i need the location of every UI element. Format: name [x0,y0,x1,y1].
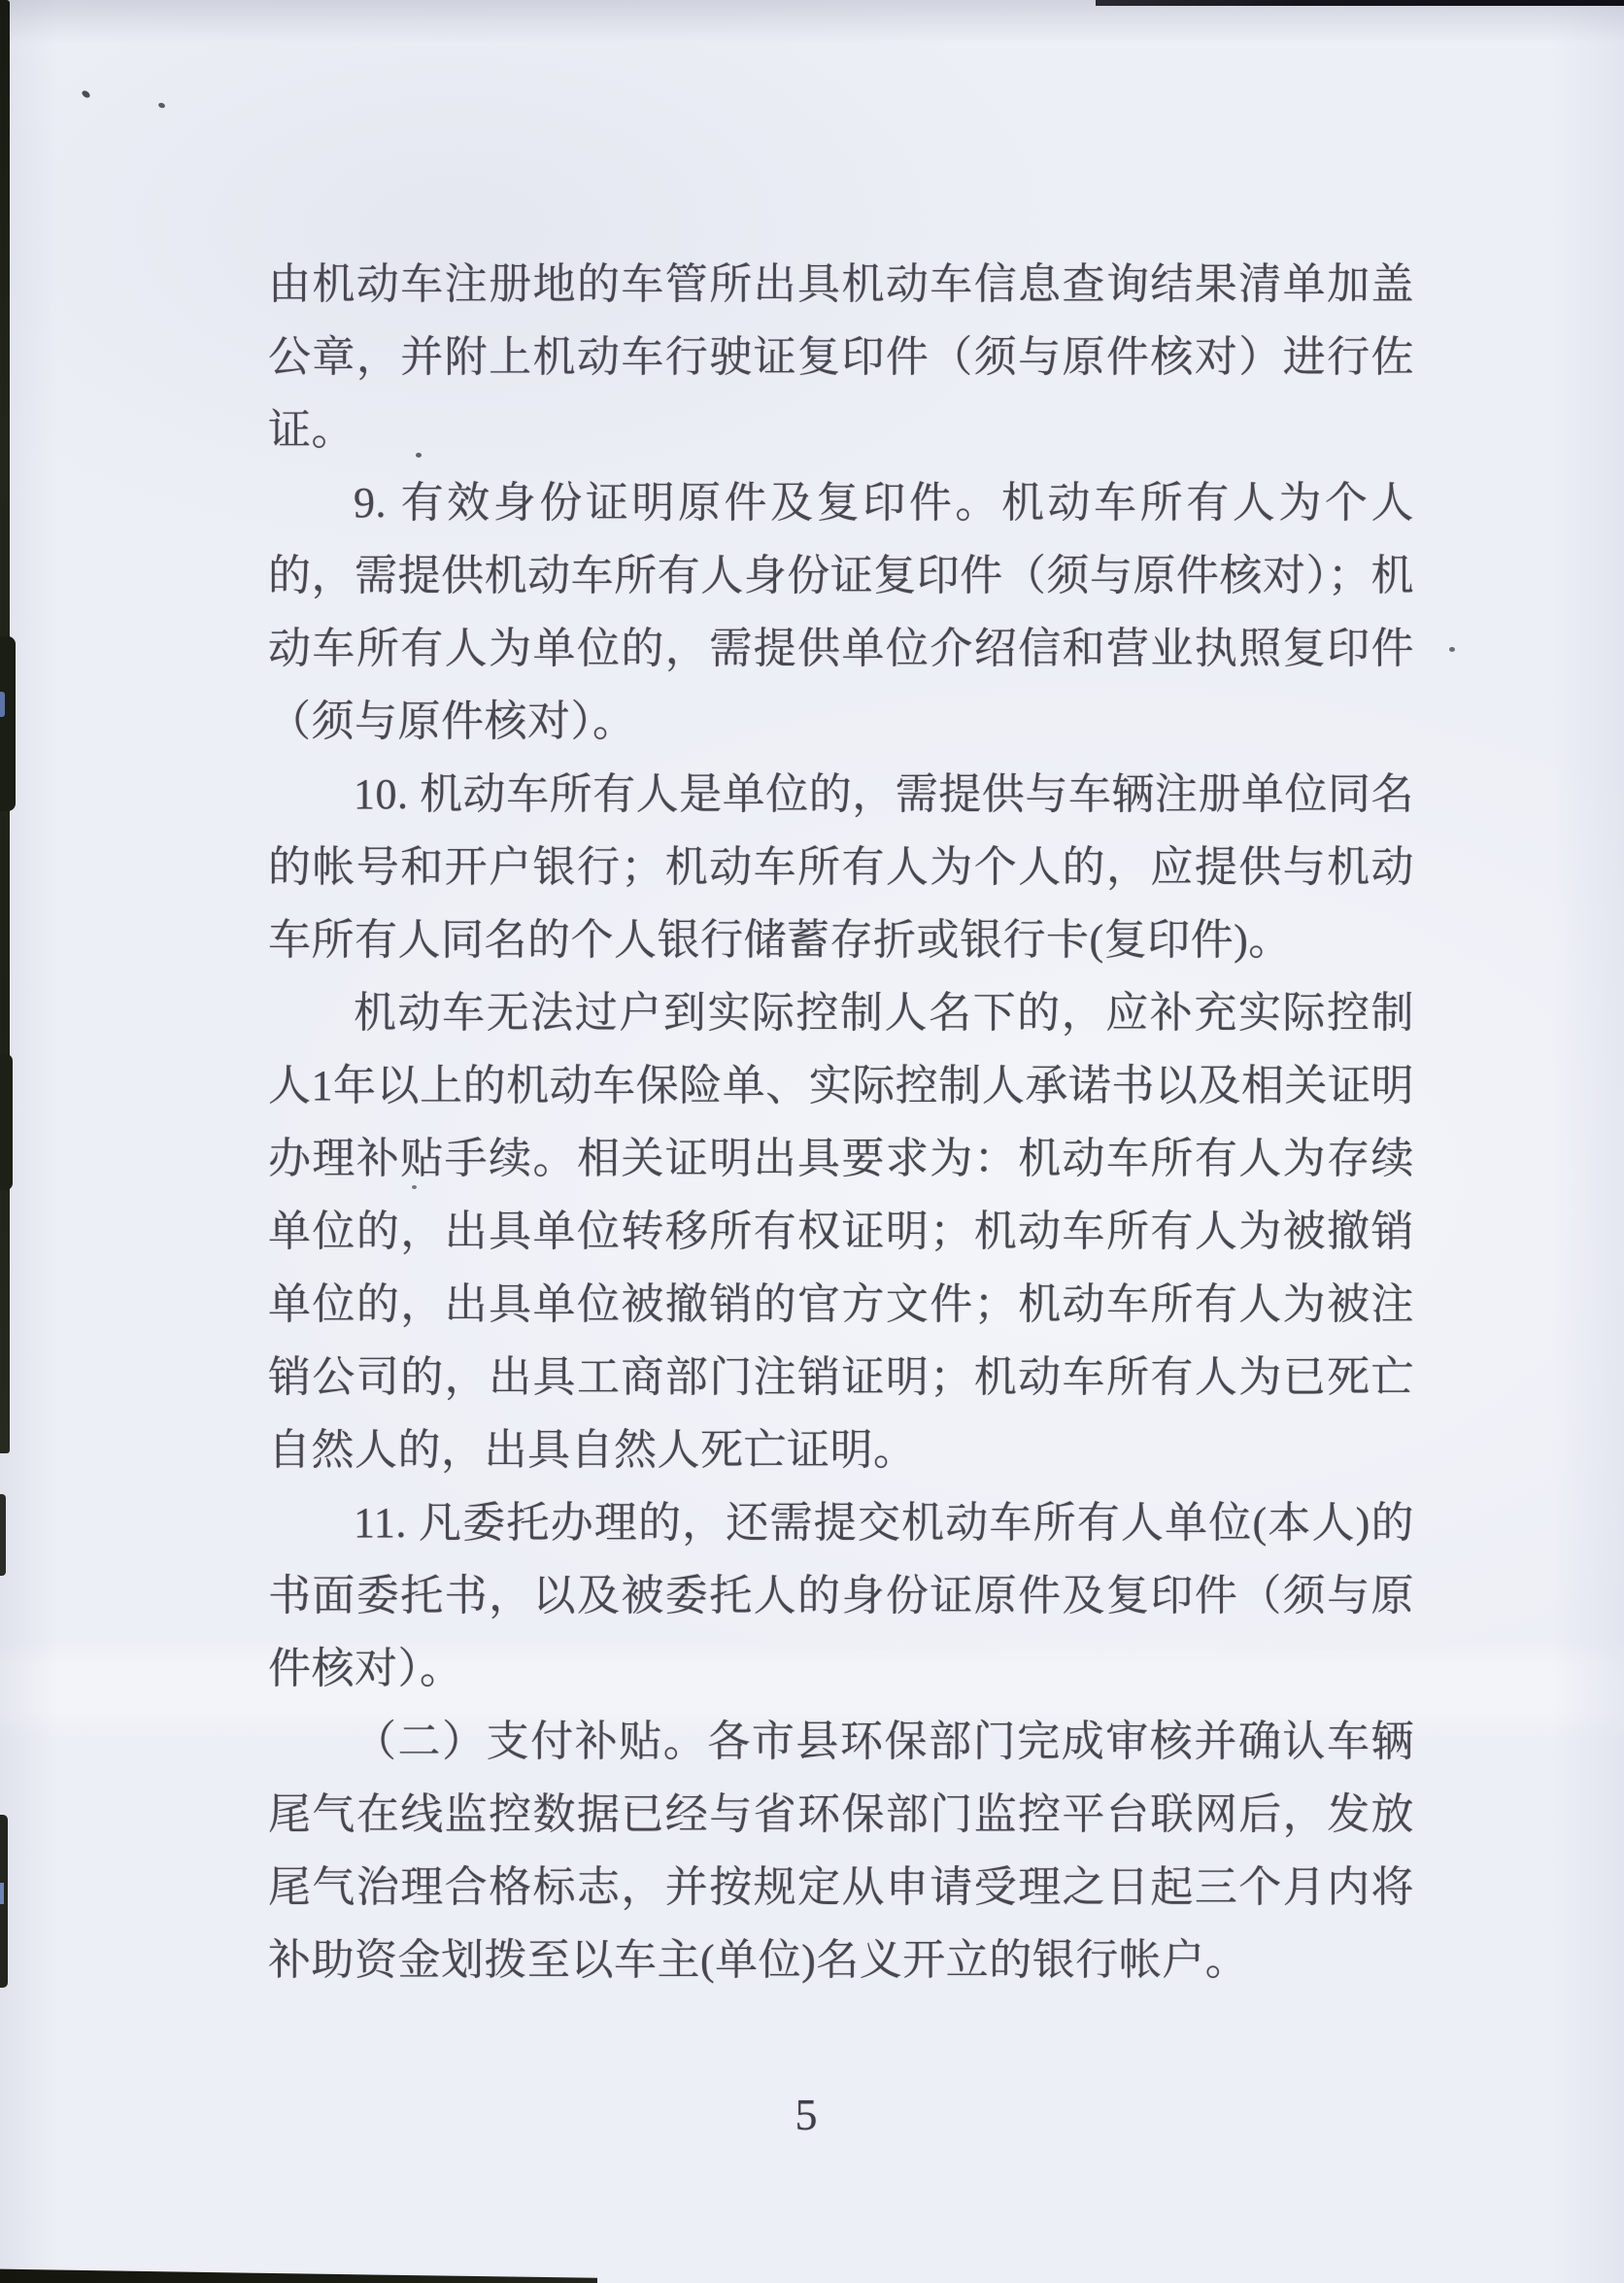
scan-speck [157,102,165,109]
scan-speck [81,89,91,99]
scan-artifact-blue-mark [0,692,5,717]
scan-artifact-bottom-edge [0,2264,597,2283]
scan-artifact-left-mark [0,1494,6,1576]
scan-artifact-left-edge-bump [0,1054,13,1190]
scan-speck [1449,647,1455,652]
paragraph: 由机动车注册地的车管所出具机动车信息查询结果清单加盖公章，并附上机动车行驶证复印件（须与原件核对）进行佐证。 [268,260,1414,454]
paragraph: 9. 有效身份证明原件及复印件。机动车所有人为个人的，需提供机动车所有人身份证复印件（须与原件核对）；机动车所有人为单位的，需提供单位介绍信和营业执照复印件（须与原件核对）。 [268,479,1414,745]
document-body [268,248,1414,1996]
scan-artifact-left-edge-bump [0,636,16,811]
scan-artifact-top-edge [1096,0,1624,6]
paragraph: 11. 凡委托办理的，还需提交机动车所有人单位(本人)的书面委托书，以及被委托人的身份证原件及复印件（须与原件核对）。 [268,1499,1414,1692]
page-number: 5 [795,2090,818,2139]
paragraph: （二）支付补贴。各市县环保部门完成审核并确认车辆尾气在线监控数据已经与省环保部门监控平台联网后，发放尾气治理合格标志，并按规定从申请受理之日起三个月内将补助资金划拨至以车主(单位)名义开立的银行帐户。 [268,1718,1414,1984]
scan-artifact-blue-mark [0,1883,4,1904]
paragraph: 10. 机动车所有人是单位的，需提供与车辆注册单位同名的帐号和开户银行；机动车所有人为个人的，应提供与机动车所有人同名的个人银行储蓄存折或银行卡(复印件)。 [268,770,1414,964]
paragraph: 机动车无法过户到实际控制人名下的，应补充实际控制人1年以上的机动车保险单、实际控制人承诺书以及相关证明办理补贴手续。相关证明出具要求为：机动车所有人为存续单位的，出具单位转移所有权证明；机动车所有人为被撤销单位的，出具单位被撤销的官方文件；机动车所有人为被注销公司的，出具工商部门注销证明；机动车所有人为已死亡自然人的，出具自然人死亡证明。 [268,989,1414,1474]
